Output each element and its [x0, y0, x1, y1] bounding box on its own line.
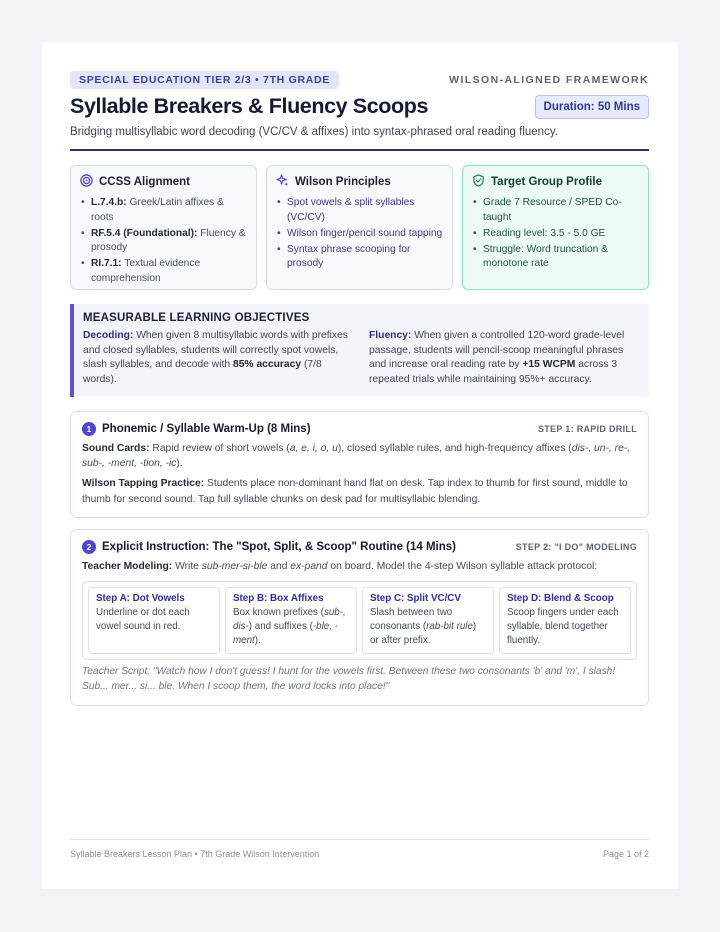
- teacher-script: Teacher Script: "Watch how I don't guess! I hunt for the vowels first. Between these two consonants 'b' and 'm', I slash! Sub... mer... si... ble. When I scoop them, the word locks into place!": [82, 666, 616, 692]
- modeling-text: and: [267, 560, 291, 572]
- step-number-badge: 2: [82, 540, 96, 554]
- list-item: • Syntax phrase scooping for prosody: [276, 243, 443, 272]
- tapping-label: Wilson Tapping Practice:: [82, 478, 205, 490]
- decoding-objective: [83, 329, 353, 387]
- vowel-list: a, e, i, o, u: [289, 443, 338, 454]
- prefix-examples: sub-, dis-: [233, 607, 346, 633]
- decoding-text: When given 8 multisyllabic words with prefixes and closed syllables, students will correctly spot vowels, slash syllables, and decode with: [83, 330, 348, 371]
- ccss-list: [80, 196, 247, 286]
- standard-text: Fluency & prosody: [91, 227, 246, 253]
- substep-text-part: Slash between two consonants (: [370, 607, 453, 633]
- standard-code: RI.7.1:: [91, 258, 122, 269]
- substep-text: [370, 606, 486, 648]
- standard-text: Textual evidence comprehension: [91, 258, 201, 284]
- affix-list: dis-, un-, re-, sub-, -ment, -tion, -ic: [82, 443, 631, 470]
- title-row: [70, 94, 649, 119]
- page-subtitle: Bridging multisyllabic word decoding (VC/CV & affixes) into syntax-phrased oral reading fluency.: [70, 126, 558, 138]
- decoding-text-end: (7/8 words).: [83, 359, 322, 385]
- header-top-row: [70, 70, 649, 89]
- wilson-card-header: [276, 174, 443, 190]
- fluency-text: When given a controlled 120-word grade-level passage, students will pencil-scoop meaningful phrases and increase oral reading rate by: [369, 330, 625, 371]
- step-1-title-text: Phonemic / Syllable Warm-Up (8 Mins): [102, 423, 311, 435]
- fluency-objective: [369, 329, 639, 387]
- modeling-paragraph: [82, 559, 637, 574]
- example-word: sub-mer-si-ble: [201, 560, 268, 572]
- target-icon: [80, 174, 93, 190]
- step-2-tag: STEP 2: "I DO" MODELING: [515, 541, 637, 552]
- list-item: [80, 227, 247, 256]
- page-number: Page 1 of 2: [602, 849, 649, 859]
- target-card-header: [472, 174, 639, 190]
- sound-cards-label: Sound Cards:: [82, 443, 150, 454]
- substep-text: Underline or dot each vowel sound in red.: [96, 607, 190, 633]
- modeling-label: Teacher Modeling:: [82, 560, 173, 572]
- list-item: • Grade 7 Resource / SPED Co-taught: [472, 196, 639, 225]
- header-divider: [70, 149, 649, 151]
- target-group-card: [462, 165, 649, 290]
- substep-title: Step C: Split VC/CV: [370, 593, 461, 605]
- target-card-title: Target Group Profile: [491, 176, 602, 188]
- standard-code: RF.5.4 (Foundational):: [91, 227, 198, 239]
- ccss-card-header: [80, 174, 247, 190]
- step-2-section: [70, 529, 649, 706]
- substep-c: [362, 587, 494, 654]
- modeling-text: Write: [172, 560, 202, 572]
- page-title: Syllable Breakers & Fluency Scoops: [70, 94, 429, 118]
- suffix-examples: -ble, -ment: [233, 621, 338, 647]
- substep-text-part: ) or after prefix.: [370, 621, 477, 647]
- wilson-card: [266, 165, 453, 290]
- tier-badge: SPECIAL EDUCATION TIER 2/3 • 7TH GRADE: [70, 71, 339, 89]
- substep-b: [225, 587, 357, 654]
- sound-cards-text: ).: [176, 458, 183, 470]
- wilson-card-title: Wilson Principles: [295, 176, 391, 188]
- step-1-tag: STEP 1: RAPID DRILL: [537, 424, 637, 434]
- objectives-columns: [83, 329, 639, 387]
- fluency-label: Fluency:: [369, 330, 412, 341]
- wilson-list: [276, 196, 443, 272]
- decoding-label: Decoding:: [83, 330, 134, 341]
- sound-cards-text: ), closed syllable rules, and high-frequency affixes (: [337, 443, 572, 454]
- substep-text: [233, 606, 349, 648]
- footer-left: Syllable Breakers Lesson Plan • 7th Grade Wilson Intervention: [70, 849, 320, 859]
- decoding-accuracy: 85% accuracy: [232, 359, 302, 371]
- page-content: [70, 70, 649, 706]
- substep-title: Step D: Blend & Scoop: [507, 593, 614, 605]
- substep-a: [88, 587, 220, 654]
- target-list: [472, 196, 639, 272]
- list-item: [80, 257, 247, 286]
- substep-title: Step A: Dot Vowels: [96, 593, 185, 605]
- protocol-steps: [82, 581, 637, 660]
- learning-objectives: [70, 304, 649, 397]
- list-item: • Struggle: Word truncation & monotone rate: [472, 243, 639, 272]
- fluency-text-end: across 3 repeated trials while maintaining 95%+ accuracy.: [369, 359, 618, 385]
- example-word: ex-pand: [290, 560, 328, 572]
- page-footer: [70, 839, 649, 859]
- standard-code: L.7.4.b:: [91, 197, 127, 208]
- step-2-title-text: Explicit Instruction: The "Spot, Split, & Scoop" Routine (14 Mins): [102, 540, 456, 553]
- substep-text: Scoop fingers under each syllable, blend together fluently.: [507, 607, 619, 647]
- step-2-title: [82, 540, 456, 554]
- step-number-badge: 1: [82, 422, 96, 436]
- standard-text: Greek/Latin affixes & roots: [91, 197, 224, 223]
- modeling-text: on board. Model the 4-step Wilson syllable attack protocol:: [327, 560, 598, 572]
- step-2-header: [82, 540, 637, 554]
- step-1-section: [70, 411, 649, 518]
- tapping-paragraph: [82, 476, 637, 506]
- framework-label: WILSON-ALIGNED FRAMEWORK: [449, 73, 649, 86]
- list-item: [80, 196, 247, 225]
- duration-badge: Duration: 50 Mins: [535, 95, 649, 119]
- step-1-header: [82, 422, 637, 436]
- list-item: • Reading level: 3.5 - 5.0 GE: [472, 227, 639, 242]
- ccss-card-title: CCSS Alignment: [99, 176, 190, 188]
- list-item: • Spot vowels & split syllables (VC/CV): [276, 196, 443, 225]
- step-1-title: [82, 422, 311, 436]
- fluency-wcpm: +15 WCPM: [522, 359, 576, 371]
- list-item: • Wilson finger/pencil sound tapping: [276, 227, 443, 242]
- sparkle-icon: [276, 174, 289, 190]
- substep-title: Step B: Box Affixes: [233, 593, 324, 605]
- sound-cards-text: Rapid review of short vowels (: [149, 443, 290, 454]
- rule-name: rab-bit rule: [426, 621, 473, 633]
- shield-check-icon: [472, 174, 485, 190]
- objectives-title: MEASURABLE LEARNING OBJECTIVES: [83, 312, 310, 324]
- substep-d: [499, 587, 631, 654]
- substep-text-part: Box known prefixes (: [233, 607, 324, 619]
- lesson-plan-page: [42, 42, 678, 889]
- substep-text-part: ).: [254, 635, 261, 647]
- substep-text-part: ) and suffixes (: [248, 621, 313, 633]
- tapping-text: Students place non-dominant hand flat on desk. Tap index to thumb for first sound, middle to thumb for second sound. Tap full syllable chunks on desk pad for multisyllabic blending.: [82, 478, 628, 505]
- info-cards: [70, 165, 649, 290]
- ccss-card: [70, 165, 257, 290]
- sound-cards-paragraph: [82, 441, 637, 471]
